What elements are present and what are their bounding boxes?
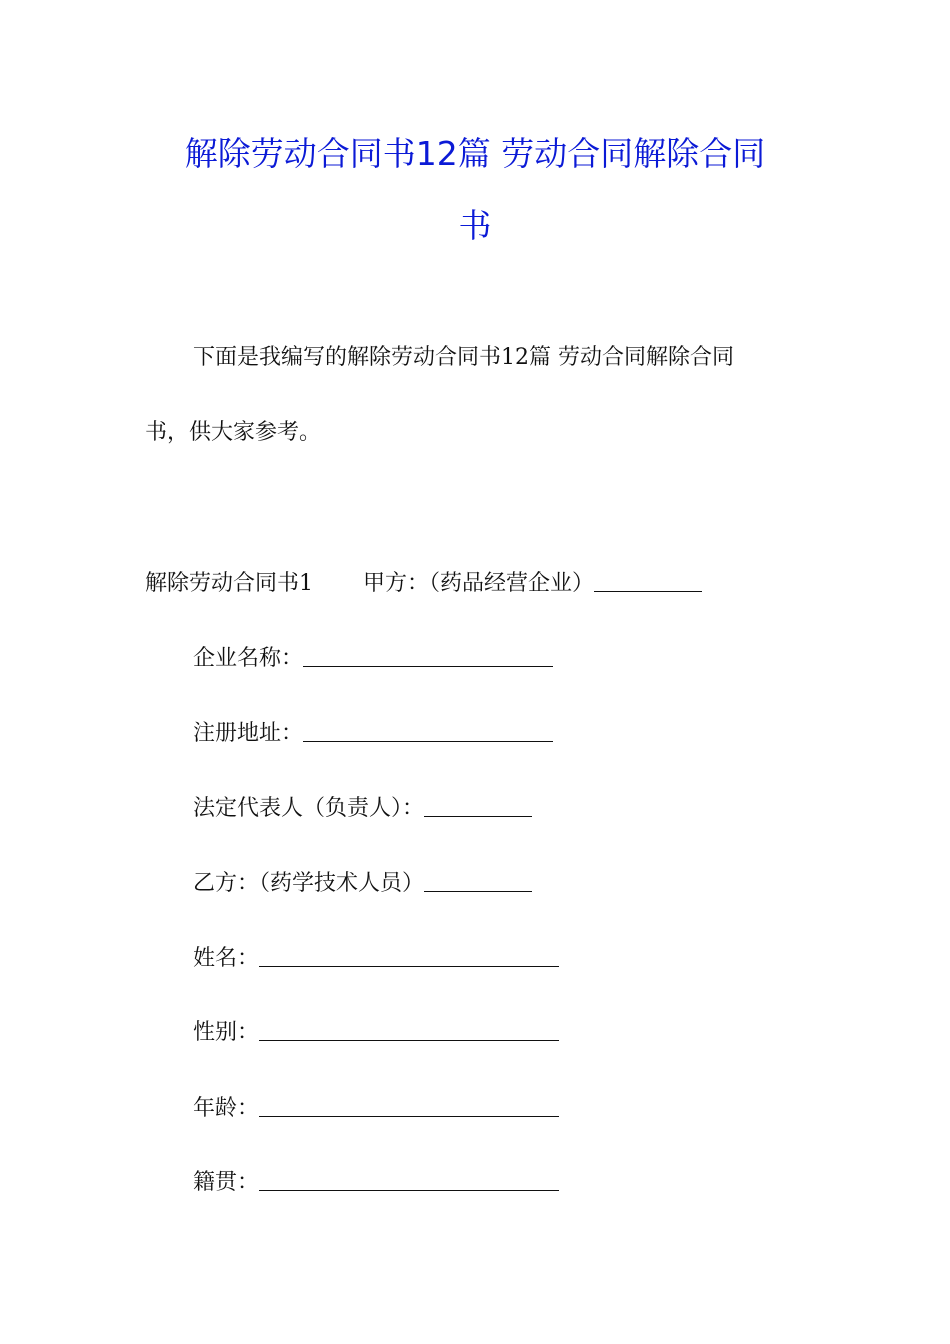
field-gender xyxy=(193,1016,559,1048)
field-legal-representative xyxy=(193,792,532,824)
field-age xyxy=(193,1092,559,1124)
field-label: 籍贯： xyxy=(193,1170,260,1195)
field-blank xyxy=(424,794,532,817)
field-label: 年龄： xyxy=(193,1096,260,1121)
field-blank xyxy=(259,1018,559,1041)
party-a-label: 甲方：（药品经营企业） xyxy=(363,571,595,596)
field-label: 注册地址： xyxy=(193,721,304,746)
field-label: 姓名： xyxy=(193,946,260,971)
section-heading: 解除劳动合同书1 xyxy=(145,571,313,596)
document-title-line-2: 书 xyxy=(458,206,492,245)
field-blank xyxy=(259,1094,559,1117)
field-blank xyxy=(303,719,553,742)
field-label: 乙方：（药学技术人员） xyxy=(193,871,425,896)
field-blank xyxy=(424,869,532,892)
field-name xyxy=(193,942,559,974)
field-label: 性别： xyxy=(193,1020,260,1045)
field-blank xyxy=(259,944,559,967)
section-heading-line xyxy=(145,567,702,599)
field-blank xyxy=(259,1168,559,1191)
document-title-line-1: 解除劳动合同书12篇 劳动合同解除合同 xyxy=(184,134,766,173)
intro-paragraph-line-1: 下面是我编写的解除劳动合同书12篇 劳动合同解除合同 xyxy=(193,345,734,370)
field-label: 企业名称： xyxy=(193,646,304,671)
field-blank xyxy=(303,644,553,667)
field-native-place xyxy=(193,1166,559,1198)
field-party-b xyxy=(193,867,532,899)
field-label: 法定代表人（负责人）： xyxy=(193,796,425,821)
field-company-name xyxy=(193,642,553,674)
intro-paragraph-line-2: 书，供大家参考。 xyxy=(145,420,322,445)
field-registered-address xyxy=(193,717,553,749)
party-a-blank xyxy=(594,569,702,592)
